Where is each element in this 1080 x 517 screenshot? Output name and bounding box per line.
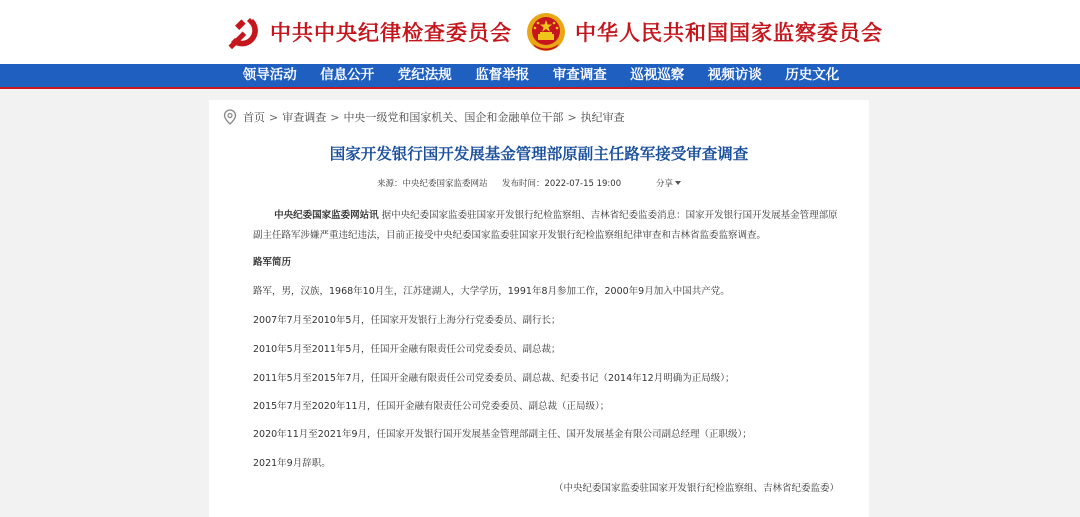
nav-item-report[interactable]: 监督举报 — [475, 67, 530, 83]
resume-paragraph: 2020年11月至2021年9月，任国家开发银行国开发展基金管理部副主任、国开发展基金有限公司副总经理（正职级）； — [253, 429, 752, 440]
breadcrumb-separator: > — [567, 110, 577, 124]
source-value: 中央纪委国家监委网站 — [402, 179, 488, 189]
nav-item-investigation[interactable]: 审查调查 — [552, 67, 607, 83]
article-source — [377, 177, 488, 189]
breadcrumb-separator: > — [269, 110, 279, 124]
party-emblem-icon — [222, 12, 262, 52]
national-emblem-icon — [525, 11, 567, 53]
nav-item-leadership[interactable]: 领导活动 — [242, 67, 297, 83]
location-pin-icon — [223, 109, 237, 125]
nav-item-video[interactable]: 视频访谈 — [707, 67, 762, 83]
resume-heading: 路军简历 — [253, 257, 292, 268]
resume-paragraph: 2007年7月至2010年5月，任国家开发银行上海分行党委委员、副行长； — [253, 315, 561, 326]
time-label: 发布时间： — [502, 179, 545, 189]
breadcrumb-home[interactable]: 首页 — [243, 111, 265, 124]
breadcrumb — [223, 109, 625, 125]
nsc-title: 中华人民共和国国家监察委员会 — [575, 20, 883, 45]
article-time — [502, 177, 621, 189]
breadcrumb-separator: > — [330, 110, 340, 124]
lead-text: 据中央纪委国家监委驻国家开发银行纪检监察组、吉林省纪委监委消息：国家开发银行国开发展基金管理部原副主任路军涉嫌严重违纪违法，目前正接受中央纪委国家监委驻国家开发银行纪检监察组纪律审查和吉林省监委监察调查。 — [253, 210, 838, 241]
nav-item-inspection[interactable]: 巡视巡察 — [630, 67, 685, 83]
resume-paragraph: 2015年7月至2020年11月，任国开金融有限责任公司党委委员、副总裁（正局级）； — [253, 401, 610, 412]
source-label: 来源： — [377, 179, 403, 189]
article-title: 国家开发银行国开发展基金管理部原副主任路军接受审查调查 — [329, 145, 749, 163]
resume-paragraph: 2010年5月至2011年5月，任国开金融有限责任公司党委委员、副总裁； — [253, 344, 561, 355]
nav-list — [231, 64, 851, 87]
ccdi-title: 中共中央纪律检查委员会 — [270, 20, 512, 45]
nav-item-regulations[interactable]: 党纪法规 — [397, 67, 452, 83]
main-nav — [0, 64, 1080, 89]
resume-paragraph: 2021年9月辞职。 — [253, 458, 331, 469]
ccdi-logo-link[interactable] — [222, 10, 512, 54]
nav-item-history[interactable]: 历史文化 — [785, 67, 840, 83]
article-card — [209, 100, 869, 517]
site-header — [0, 0, 1080, 64]
breadcrumb-central-units[interactable]: 中央一级党和国家机关、国企和金融单位干部 — [343, 111, 564, 124]
resume-paragraph: 2011年5月至2015年7月，任国开金融有限责任公司党委委员、副总裁、纪委书记（2014年12月明确为正局级）； — [253, 373, 735, 384]
article-signature: （中央纪委国家监委驻国家开发银行纪检监察组、吉林省纪委监委） — [553, 483, 839, 494]
article-lead — [253, 206, 843, 246]
lead-source: 中央纪委国家监委网站讯 — [274, 210, 379, 221]
nsc-logo-link[interactable] — [525, 10, 883, 54]
caret-down-icon — [675, 181, 681, 185]
breadcrumb-discipline-review[interactable]: 执纪审查 — [580, 111, 625, 124]
share-button[interactable] — [656, 177, 681, 189]
time-value: 2022-07-15 19:00 — [544, 179, 622, 189]
nav-item-disclosure[interactable]: 信息公开 — [320, 67, 375, 83]
share-label: 分享 — [656, 179, 674, 189]
resume-paragraph: 路军，男，汉族，1968年10月生，江苏建湖人，大学学历，1991年8月参加工作，2000年9月加入中国共产党。 — [253, 286, 730, 297]
breadcrumb-investigation[interactable]: 审查调查 — [282, 111, 327, 124]
